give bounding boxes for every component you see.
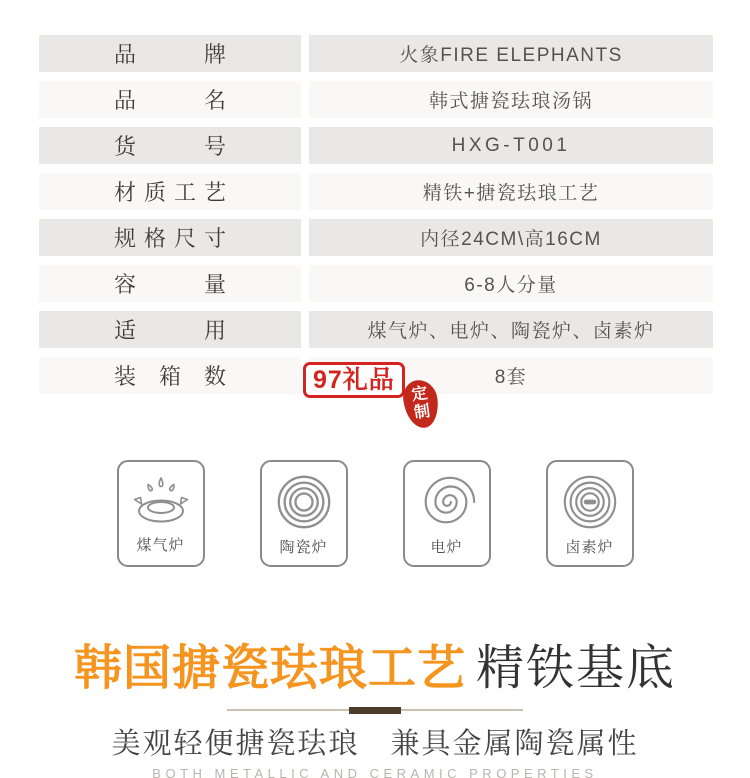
halogen-stove-icon [559,471,621,533]
spec-row-material [39,173,713,210]
stove-box-halogen [546,460,634,567]
spec-label-cell [39,219,301,256]
spec-label-cell [39,265,301,302]
ceramic-stove-icon [273,471,335,533]
banner-subtitle: 美观轻便搪瓷珐琅 兼具金属陶瓷属性 [111,727,639,760]
banner-title-rest: 精铁基底 [476,642,677,695]
spec-label: 品牌 [114,42,226,67]
gas-stove-icon [129,471,193,531]
spec-table [39,35,713,403]
banner-title [0,640,750,698]
spec-label-cell [39,35,301,72]
spec-value: 8套 [309,357,713,394]
stove-label: 卤素炉 [565,539,614,556]
stove-label: 陶瓷炉 [279,539,328,556]
spec-value: HXG-T001 [309,127,713,164]
electric-stove-icon [416,471,478,533]
spec-label: 适用 [114,318,226,343]
spec-label-cell [39,173,301,210]
spec-label: 容量 [114,272,226,297]
stove-box-ceramic [260,460,348,567]
spec-row-size [39,219,713,256]
spec-value: 6-8人分量 [309,265,713,302]
stove-icons-row [0,460,750,567]
spec-label-cell [39,357,301,394]
spec-label-cell [39,127,301,164]
watermark-badge: 97礼品 [303,362,405,398]
spec-label-cell [39,311,301,348]
spec-label: 材质工艺 [114,180,226,205]
banner-title-highlight: 韩国搪瓷珐琅工艺 [73,642,466,695]
stove-box-electric [403,460,491,567]
divider-chip [349,707,401,714]
spec-value: 韩式搪瓷珐琅汤锅 [309,81,713,118]
seal-char-bottom: 制 [413,402,432,422]
spec-value: 精铁+搪瓷珐琅工艺 [309,173,713,210]
spec-label: 品名 [114,88,226,113]
stove-box-gas [117,460,205,567]
spec-label: 装箱数 [114,364,226,389]
spec-row-applicable [39,311,713,348]
feature-banner [0,640,750,778]
spec-label: 规格尺寸 [114,226,226,251]
spec-label: 货号 [114,134,226,159]
spec-row-brand [39,35,713,72]
spec-row-capacity [39,265,713,302]
spec-label-cell [39,81,301,118]
spec-value: 煤气炉、电炉、陶瓷炉、卤素炉 [309,311,713,348]
spec-row-item-no [39,127,713,164]
spec-row-name [39,81,713,118]
stove-label: 电炉 [430,539,463,556]
banner-subtitle-en: BOTH METALLIC AND CERAMIC PROPERTIES [152,765,598,778]
spec-value: 火象FIRE ELEPHANTS [309,35,713,72]
stove-label: 煤气炉 [136,537,185,554]
spec-value: 内径24CM\高16CM [309,219,713,256]
seal-char-top: 定 [410,384,429,404]
divider [227,707,523,714]
